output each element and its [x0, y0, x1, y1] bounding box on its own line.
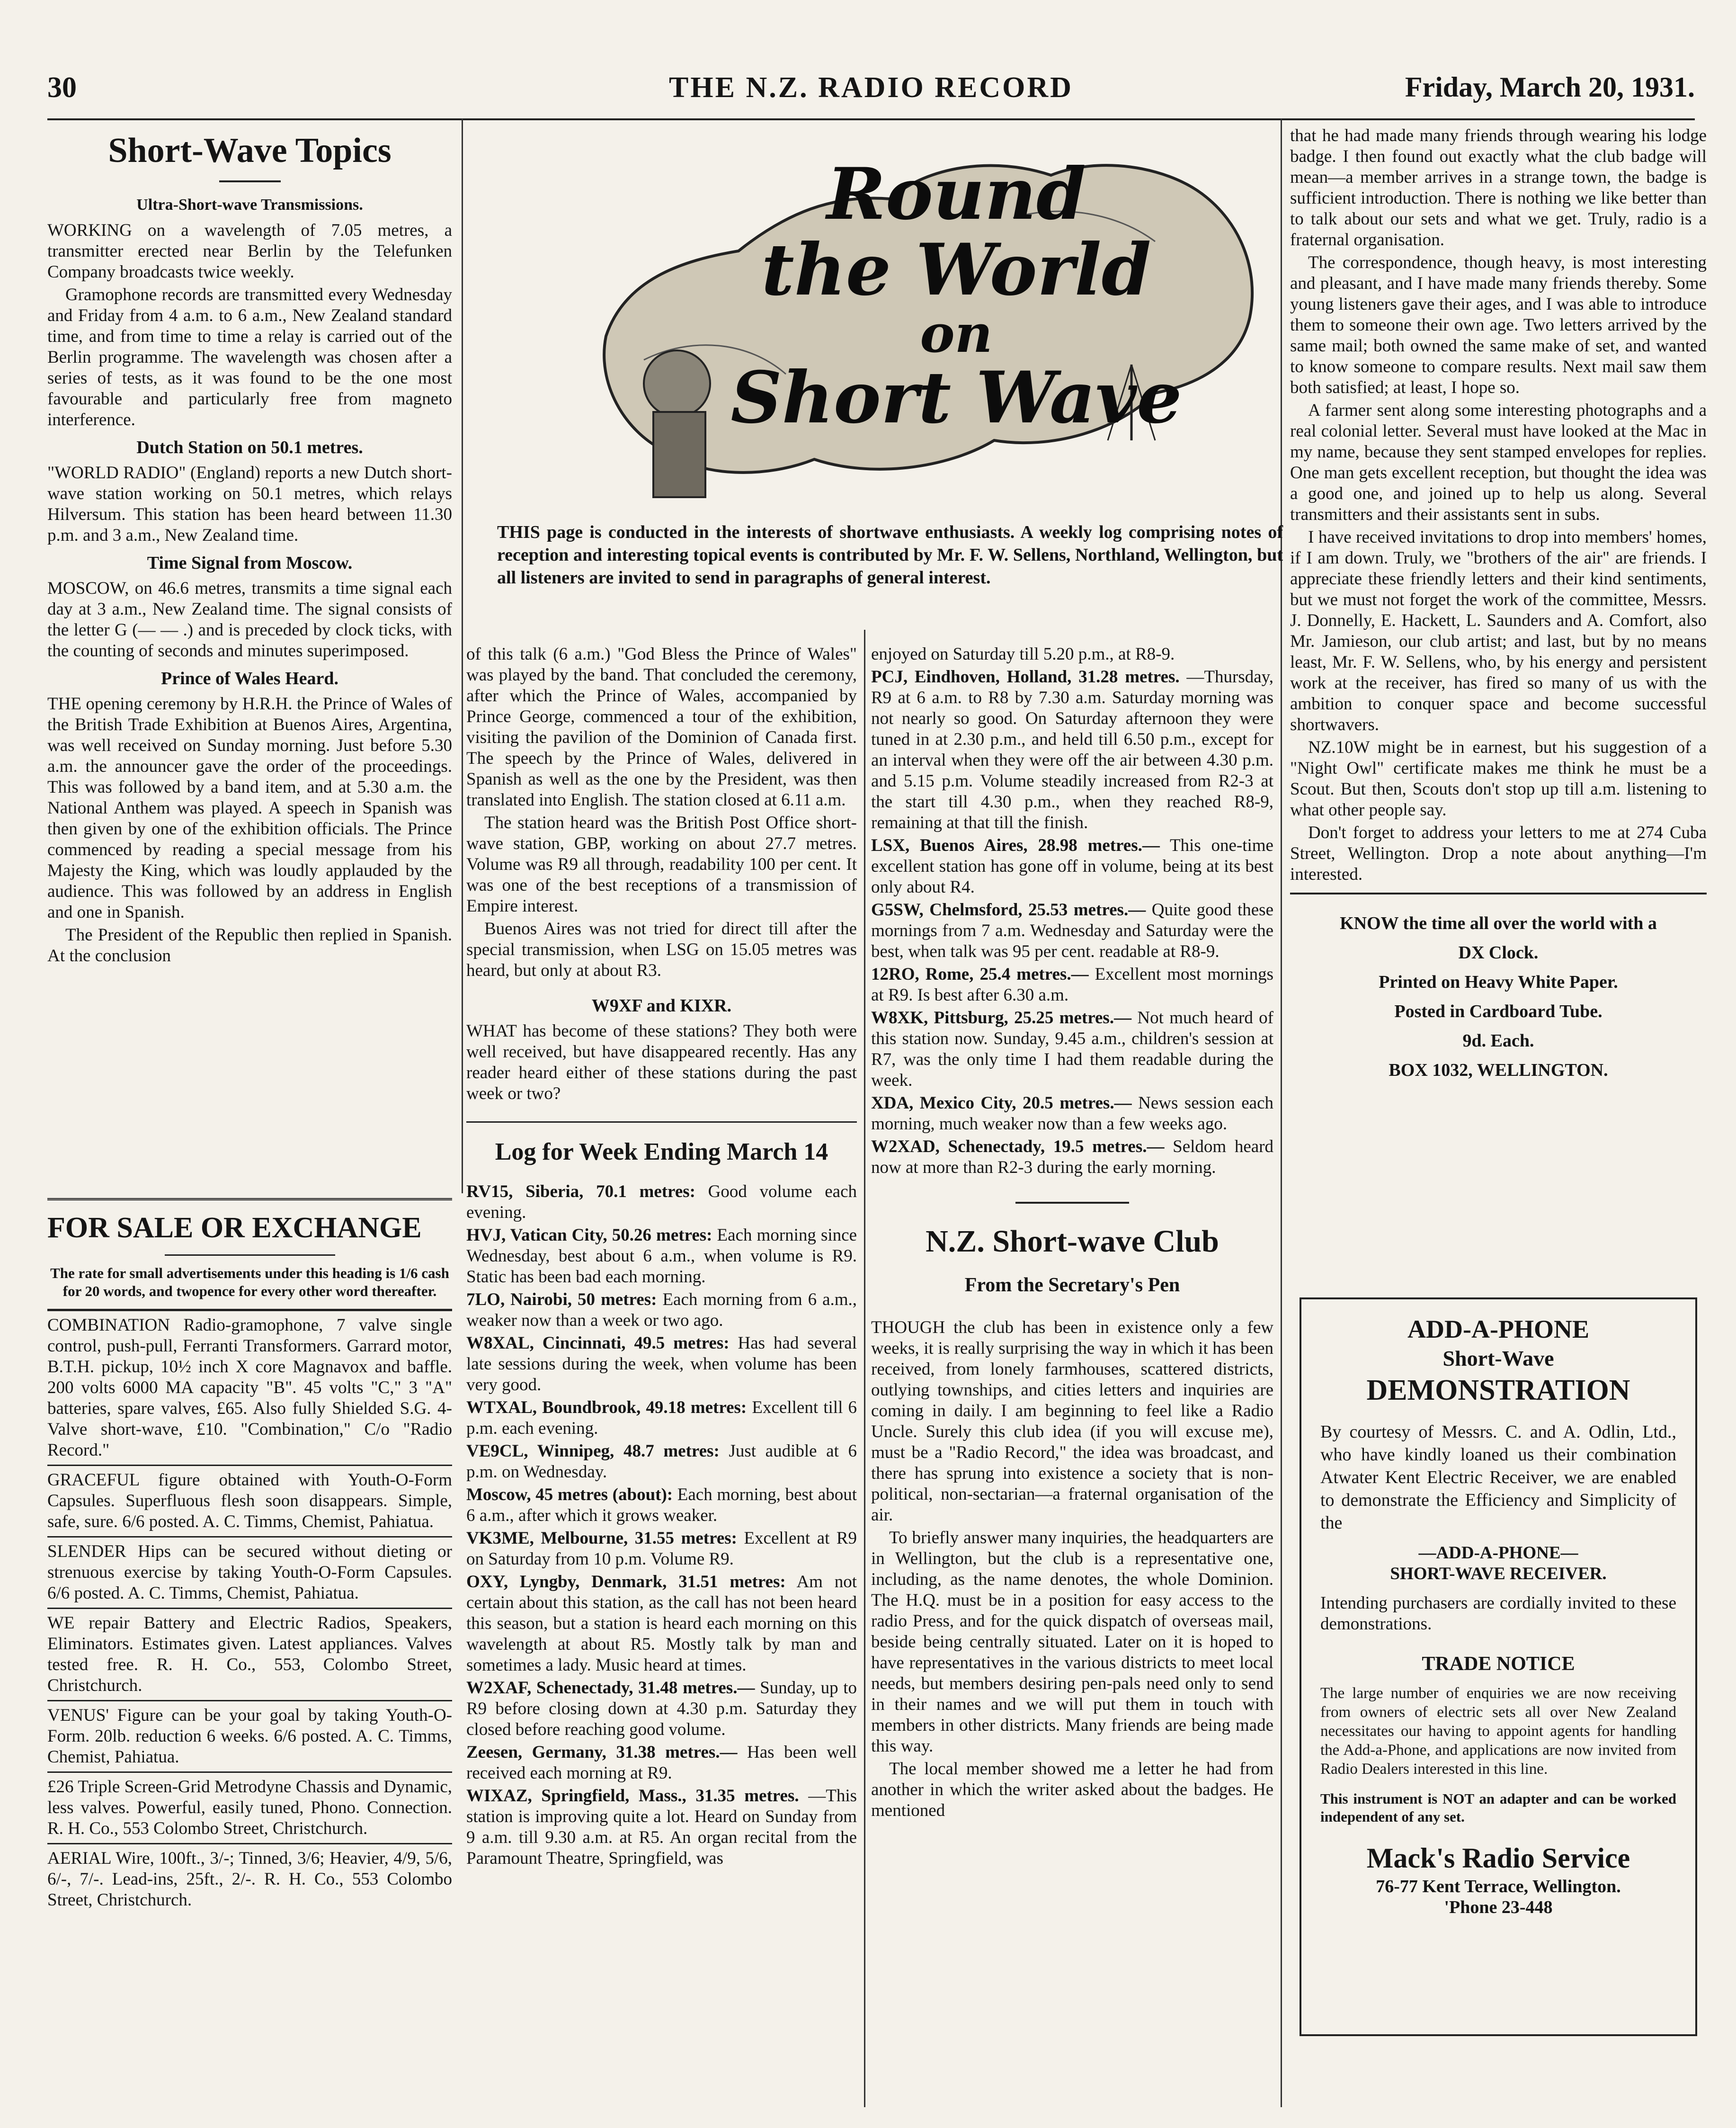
log-entry: [466, 1397, 857, 1439]
column-2: [466, 644, 857, 1871]
divider: [165, 1254, 335, 1256]
paragraph: Don't forget to address your letters to me at 274 Cuba Street, Wellington. Drop a note about anything—I'm interested.: [1290, 823, 1707, 884]
banner-line: on: [920, 303, 993, 364]
banner-line: Round: [827, 152, 1086, 236]
banner-line: the World: [761, 228, 1151, 312]
classified-ad: COMBINATION Radio-gramophone, 7 valve single control, push-pull, Ferranti Transformers. Garrard motor, B.T.H. pickup, 10½ inch X core Magnavox and baffle. 200 volts 6000 MA capacity "B". 45 volts "C," 3 "A" batteries, spare valves, £65. Also fully Shielded S.G. 4-Valve short-wave, £10. "Combination," C/o "Radio Record.": [47, 1315, 452, 1460]
paragraph: NZ.10W might be in earnest, but his suggestion of a "Night Owl" certificate makes me think he must be a Scout. But then, Scouts don't stop up till a.m. listening to what other people say.: [1290, 738, 1707, 820]
paragraph: The large number of enquiries we are now receiving from owners of electric sets all over New Zealand necessitates our having to appoint agents for handling the Add-a-Phone, and applications are now invited from Radio Dealers interested in this line.: [1320, 1685, 1676, 1778]
divider: [47, 1700, 452, 1701]
log-text: Excellent at R9 on Saturday from 10 p.m. Volume R9.: [466, 1529, 857, 1569]
banner-line: Short Wave: [730, 356, 1182, 439]
divider: [1015, 1202, 1129, 1204]
paragraph: that he had made many friends through wearing his lodge badge. I then found out exactly what the club badge will mean—a member arrives in a strange town, the badge is sufficient introduction. There is nothing we like better than to talk about our sets and what we get. Truly, radio is a fraternal organisation.: [1290, 126, 1707, 250]
station-name: 7LO, Nairobi, 50 metres:: [466, 1290, 657, 1309]
paragraph: MOSCOW, on 46.6 metres, transmits a time signal each day at 3 a.m., New Zealand time. The signal consists of the letter G (— — .) and is preceded by clock ticks, with the counting of seconds and minutes superimposed.: [47, 579, 452, 661]
paragraph: WHAT has become of these stations? They both were well received, but have disappeared recently. Has any reader heard either of these stations during the past week or two?: [466, 1021, 857, 1103]
log-text: Just audible at 6 p.m. on Wednesday.: [466, 1441, 857, 1482]
ad-title: Short-Wave: [1442, 1346, 1554, 1370]
ad-title: ADD-A-PHONE: [1407, 1315, 1589, 1343]
log-entry: [466, 1484, 857, 1526]
ad-line: DX Clock.: [1458, 943, 1539, 963]
page-number: 30: [47, 72, 77, 104]
column-divider: [864, 630, 865, 2107]
divider: [47, 1198, 452, 1200]
log-text: Sunday, up to R9 before closing down at 4.30 p.m. Saturday they closed before reaching good volume.: [466, 1678, 857, 1739]
club-title: N.Z. Short-wave Club: [926, 1224, 1219, 1259]
for-sale-title: FOR SALE OR EXCHANGE: [47, 1212, 422, 1244]
log-text: Am not certain about this station, as the call has not been heard this season, but a station is heard each morning on this wavelength at about R5. Mostly talk by man and sometimes a lady. Music heard at times.: [466, 1572, 857, 1675]
log-entry: [466, 1786, 857, 1869]
paragraph: The station heard was the British Post Office short-wave station, GBP, working on about 27.7 metres. Volume was R9 all through, readability 100 per cent. It was one of the best receptions of a transmission of Empire interest.: [466, 813, 857, 916]
log-text: Seldom heard now at more than R2-3 during the early morning.: [871, 1137, 1273, 1177]
divider: [47, 1465, 452, 1466]
station-name: W8XAL, Cincinnati, 49.5 metres:: [466, 1333, 730, 1353]
paragraph: To briefly answer many inquiries, the headquarters are in Wellington, but the club is a representative one, including, as the name denotes, the whole Dominion. The H.Q. must be in a position for easy access to the radio Press, and for the quick dispatch of overseas mail, beside being centrally situated. Later on it is hoped to have representatives in the various districts to meet local needs, but members desiring pen-pals need only to send in their names and we will put them in touch with members in other districts. Many friends are being made this way.: [871, 1528, 1273, 1756]
ad-title: DEMONSTRATION: [1366, 1374, 1630, 1406]
log-text: Each morning from 6 a.m., weaker now than a week or two ago.: [466, 1290, 857, 1330]
log-text: Not much heard of this station now. Sunday, 9.45 a.m., children's session at R7, was the only time I had them readable during the week.: [871, 1008, 1274, 1090]
ad-line: Printed on Heavy White Paper.: [1379, 972, 1618, 992]
log-text: —Thursday, R9 at 6 a.m. to R8 by 7.30 a.m. Saturday morning was not nearly so good. On Saturday afternoon they were tuned in at 2.30 p.m., and held till 6.50 p.m., except for an interval when they were off the air between 4.30 p.m. and 5.15 p.m. Volume steadily increased from R2-3 at the start till 4.30 p.m., when they reached R8-9, remaining at that till the finish.: [871, 667, 1274, 832]
log-entry: [871, 1136, 1273, 1178]
log-text: Good volume each evening.: [466, 1182, 857, 1222]
paragraph: THE opening ceremony by H.R.H. the Prince of Wales of the British Trade Exhibition at Buenos Aires, Argentina, was well received on Sunday morning. Just before 5.30 a.m. the announcer gave the order of the proceedings. This was followed by a band item, and at 5.30 a.m. the National Anthem was played. A speech in Spanish was then given by one of the exhibition officials. The Prince commenced by reading a special message from his Majesty the King, which was loudly applauded by the audience. This was followed by an address in English and one in Spanish.: [47, 694, 452, 922]
station-name: 12RO, Rome, 25.4 metres.—: [871, 965, 1089, 984]
paragraph: I have received invitations to drop into members' homes, if I am down. Truly, we "brothers of the air" are friends. I appreciate these friendly letters and their kind sentiments, but we must not forget the work of the committee, Messrs. J. Donnelly, E. Hackett, L. Saunders and A. Comfort, also Mr. Jamieson, our club artist; and last, but by no means least, Mr. F. W. Sellens, who, by his energy and persistent work at the receiver, has fired so many of us with the ambition to conquer space and become successful shortwavers.: [1290, 528, 1707, 734]
classified-ad: GRACEFUL figure obtained with Youth-O-Form Capsules. Superfluous flesh soon disappears. Simple, safe, sure. 6/6 posted. A. C. Timms, Chemist, Pahiatua.: [47, 1470, 452, 1531]
ad-line: —ADD-A-PHONE—: [1418, 1543, 1578, 1563]
divider: [1290, 893, 1707, 894]
club-subtitle: From the Secretary's Pen: [964, 1274, 1180, 1296]
station-name: G5SW, Chelmsford, 25.53 metres.—: [871, 900, 1146, 920]
station-name: VE9CL, Winnipeg, 48.7 metres:: [466, 1441, 720, 1461]
paragraph: Buenos Aires was not tried for direct till after the special transmission, when LSG on 15.05 metres was heard, but only at about R3.: [466, 919, 857, 980]
paragraph: The correspondence, though heavy, is most interesting and pleasant, and I have made many friends thereby. Some young listeners gave their ages, and I was able to introduce them to someone their own age. Two letters arrived by the same mail; both owned the same make of set, and wanted to know someone to compare results. Next mail saw them both satisfied; at least, I hope so.: [1290, 253, 1707, 397]
paragraph: This instrument is NOT an adapter and can be worked independent of any set.: [1320, 1790, 1676, 1825]
log-list: [871, 667, 1273, 1178]
log-list: [466, 1181, 857, 1869]
log-entry: [466, 1528, 857, 1570]
station-name: WIXAZ, Springfield, Mass., 31.35 metres.: [466, 1786, 799, 1806]
log-entry: [466, 1572, 857, 1676]
paragraph: WORKING on a wavelength of 7.05 metres, a transmitter erected near Berlin by the Telefunken Company broadcasts twice weekly.: [47, 221, 452, 282]
station-name: Zeesen, Germany, 31.38 metres.—: [466, 1743, 738, 1762]
column-divider: [462, 118, 463, 1193]
subheading: Dutch Station on 50.1 metres.: [136, 438, 363, 457]
paragraph: Gramophone records are transmitted every Wednesday and Friday from 4 a.m. to 6 a.m., New Zealand standard time, and from time to time a relay is carried out of the Berlin programme. The wavelength was chosen after a series of tests, as it was found to be the one most favourable and particularly free from magneto interference.: [47, 285, 452, 429]
address: 76-77 Kent Terrace, Wellington.: [1376, 1877, 1621, 1896]
page-intro: THIS page is conducted in the interests of shortwave enthusiasts. A weekly log comprising notes of reception and interesting topical events is contributed by Mr. F. W. Sellens, Northland, Wellington, but all listeners are invited to send in paragraphs of general interest.: [497, 522, 1283, 588]
log-text: Each morning, best about 6 a.m., after which it grows weaker.: [466, 1485, 857, 1525]
column-3: [871, 644, 1273, 1823]
dx-clock-ad: [1290, 909, 1707, 1085]
publication-title: THE N.Z. RADIO RECORD: [669, 72, 1073, 104]
subheading: Ultra-Short-wave Transmissions.: [136, 196, 363, 214]
log-entry: [466, 1678, 857, 1740]
station-name: W2XAF, Schenectady, 31.48 metres.—: [466, 1678, 755, 1698]
rate-notice: The rate for small advertisements under this heading is 1/6 cash for 20 words, and twopence for every other word thereafter.: [50, 1265, 449, 1299]
log-entry: [871, 667, 1273, 833]
divider: [219, 180, 281, 182]
column-divider: [1281, 118, 1282, 2107]
station-name: LSX, Buenos Aires, 28.98 metres.—: [871, 836, 1160, 855]
log-text: —This station is improving quite a lot. Heard on Sunday from 9 a.m. till 9.30 a.m. at R5. An organ recital from the Paramount Theatre, Springfield, was: [466, 1786, 857, 1868]
divider: [47, 1536, 452, 1538]
station-name: HVJ, Vatican City, 50.26 metres:: [466, 1225, 712, 1245]
classified-ad: AERIAL Wire, 100ft., 3/-; Tinned, 3/6; Heavier, 4/9, 5/6, 6/-, 7/-. Lead-ins, 25ft., 2/-. R. H. Co., 553 Colombo Street, Christchurch.: [47, 1849, 452, 1910]
add-a-phone-ad: [1300, 1297, 1697, 2036]
station-name: XDA, Mexico City, 20.5 metres.—: [871, 1093, 1132, 1113]
log-text: Has had several late sessions during the week, when volume has been very good.: [466, 1333, 857, 1395]
divider: [47, 1843, 452, 1844]
station-name: Moscow, 45 metres (about):: [466, 1485, 673, 1504]
column-4: [1290, 125, 1707, 1085]
log-entry: [871, 1093, 1273, 1135]
for-sale-section: [47, 1198, 452, 1913]
divider: [47, 1608, 452, 1609]
station-name: RV15, Siberia, 70.1 metres:: [466, 1182, 695, 1201]
classified-ad: £26 Triple Screen-Grid Metrodyne Chassis and Dynamic, less valves. Powerful, easily tuned, Phono. Connection. R. H. Co., 553 Colombo Street, Christchurch.: [47, 1777, 452, 1838]
log-entry: [871, 835, 1273, 898]
ad-line: SHORT-WAVE RECEIVER.: [1390, 1564, 1607, 1583]
log-entry: [466, 1225, 857, 1288]
log-text: Has been well received each morning at R9.: [466, 1743, 857, 1783]
subheading: Prince of Wales Heard.: [160, 669, 338, 688]
log-entry: [466, 1289, 857, 1331]
paragraph: Intending purchasers are cordially invited to these demonstrations.: [1320, 1593, 1676, 1634]
paragraph: THOUGH the club has been in existence only a few weeks, it is really surprising the way in which it has been received, from lonely farmhouses, scattered districts, outlying townships, and cities letters and inquiries are coming in daily. I am beginning to feel like a Radio Uncle. Surely this club idea (if you will excuse me), must be a "Radio Record," the idea was broadcast, and there has sprung into existence a society that is non-political, non-sectarian—a fraternal organisation of the air.: [871, 1318, 1273, 1525]
classified-ad: WE repair Battery and Electric Radios, Speakers, Eliminators. Estimates given. Latest appliances. Valves tested free. R. H. Co., 553, Colombo Street, Christchurch.: [47, 1613, 452, 1695]
log-text: Each morning since Wednesday, best about 6 a.m., when volume is R9. Static has been bad each morning.: [466, 1225, 857, 1287]
paragraph: The local member showed me a letter he had from another in which the writer asked about the badges. He mentioned: [871, 1759, 1273, 1820]
station-name: VK3ME, Melbourne, 31.55 metres:: [466, 1529, 737, 1548]
divider: [466, 1121, 857, 1123]
log-entry: [466, 1333, 857, 1395]
log-title: Log for Week Ending March 14: [495, 1138, 828, 1165]
ad-line: 9d. Each.: [1462, 1031, 1534, 1051]
log-entry: [871, 964, 1273, 1006]
station-name: WTXAL, Boundbrook, 49.18 metres:: [466, 1398, 747, 1417]
station-name: W2XAD, Schenectady, 19.5 metres.—: [871, 1137, 1165, 1156]
classified-ad: VENUS' Figure can be your goal by taking Youth-O-Form. 20lb. reduction 6 weeks. 6/6 posted. A. C. Timms, Chemist, Pahiatua.: [47, 1706, 452, 1767]
paragraph: enjoyed on Saturday till 5.20 p.m., at R8-9.: [871, 644, 1175, 664]
log-entry: [871, 900, 1273, 962]
round-the-world-banner: [587, 137, 1278, 516]
paragraph: "WORLD RADIO" (England) reports a new Dutch short-wave station working on 50.1 metres, which relays Hilversum. This station has been heard between 11.30 p.m. and 3 a.m., New Zealand time.: [47, 463, 452, 545]
station-name: PCJ, Eindhoven, Holland, 31.28 metres.: [871, 667, 1180, 687]
ad-line: BOX 1032, WELLINGTON.: [1389, 1060, 1608, 1080]
paragraph: The President of the Republic then replied in Spanish. At the conclusion: [47, 925, 452, 966]
paragraph: A farmer sent along some interesting photographs and a real colonial letter. Several must have looked at the Mac in my name, because they sent stamped envelopes for replies. One man gets excellent reception, but thought the idea was a good one, and joined up to help us along. Several transmitters and their assistants sent in subs.: [1290, 401, 1707, 524]
trade-notice-title: TRADE NOTICE: [1422, 1653, 1575, 1675]
issue-date: Friday, March 20, 1931.: [1405, 72, 1695, 103]
ad-line: Posted in Cardboard Tube.: [1394, 1001, 1602, 1021]
paragraph: By courtesy of Messrs. C. and A. Odlin, Ltd., who have kindly loaned us their combination Atwater Kent Electric Receiver, we are enabled to demonstrate the Efficiency and Simplicity of the: [1320, 1422, 1676, 1533]
subheading: W9XF and KIXR.: [591, 996, 732, 1016]
section-title: Short-Wave Topics: [108, 131, 392, 170]
log-entry: [466, 1181, 857, 1223]
phone: 'Phone 23-448: [1444, 1897, 1553, 1917]
short-wave-topics-column: [47, 125, 452, 968]
brand-name: Mack's Radio Service: [1366, 1842, 1630, 1874]
classified-ad: SLENDER Hips can be secured without dieting or strenuous exercise by taking Youth-O-Form Capsules. 6/6 posted. A. C. Timms, Chemist, Pahiatua.: [47, 1542, 452, 1603]
divider: [47, 1771, 452, 1773]
subheading: Time Signal from Moscow.: [147, 553, 353, 573]
log-text: News session each morning, much weaker now than a few weeks ago.: [871, 1093, 1273, 1134]
log-text: Quite good these mornings from 7 a.m. Wednesday and Saturday were the best, when talk was 95 per cent. readable at R8-9.: [871, 900, 1273, 961]
log-text: Excellent most mornings at R9. Is best after 6.30 a.m.: [871, 965, 1274, 1005]
station-name: OXY, Lyngby, Denmark, 31.51 metres:: [466, 1572, 786, 1592]
page-header: [47, 66, 1695, 120]
divider: [47, 1309, 452, 1311]
log-entry: [466, 1742, 857, 1784]
station-name: W8XK, Pittsburg, 25.25 metres.—: [871, 1008, 1132, 1028]
log-text: This one-time excellent station has gone off in volume, being at its best only about R4.: [871, 836, 1273, 897]
paragraph: of this talk (6 a.m.) "God Bless the Prince of Wales" was played by the band. That concluded the ceremony, after which the Prince of Wales, accompanied by Prince George, commenced a tour of the exhibition, visiting the pavilion of the Dominion of Canada first. The speech by the Prince of Wales, delivered in Spanish as well as the one by the President, was then translated into English. The station closed at 6.11 a.m.: [466, 644, 857, 810]
ad-line: KNOW the time all over the world with a: [1340, 913, 1657, 933]
log-entry: [466, 1441, 857, 1483]
log-text: Excellent till 6 p.m. each evening.: [466, 1398, 857, 1438]
log-entry: [871, 1008, 1273, 1091]
